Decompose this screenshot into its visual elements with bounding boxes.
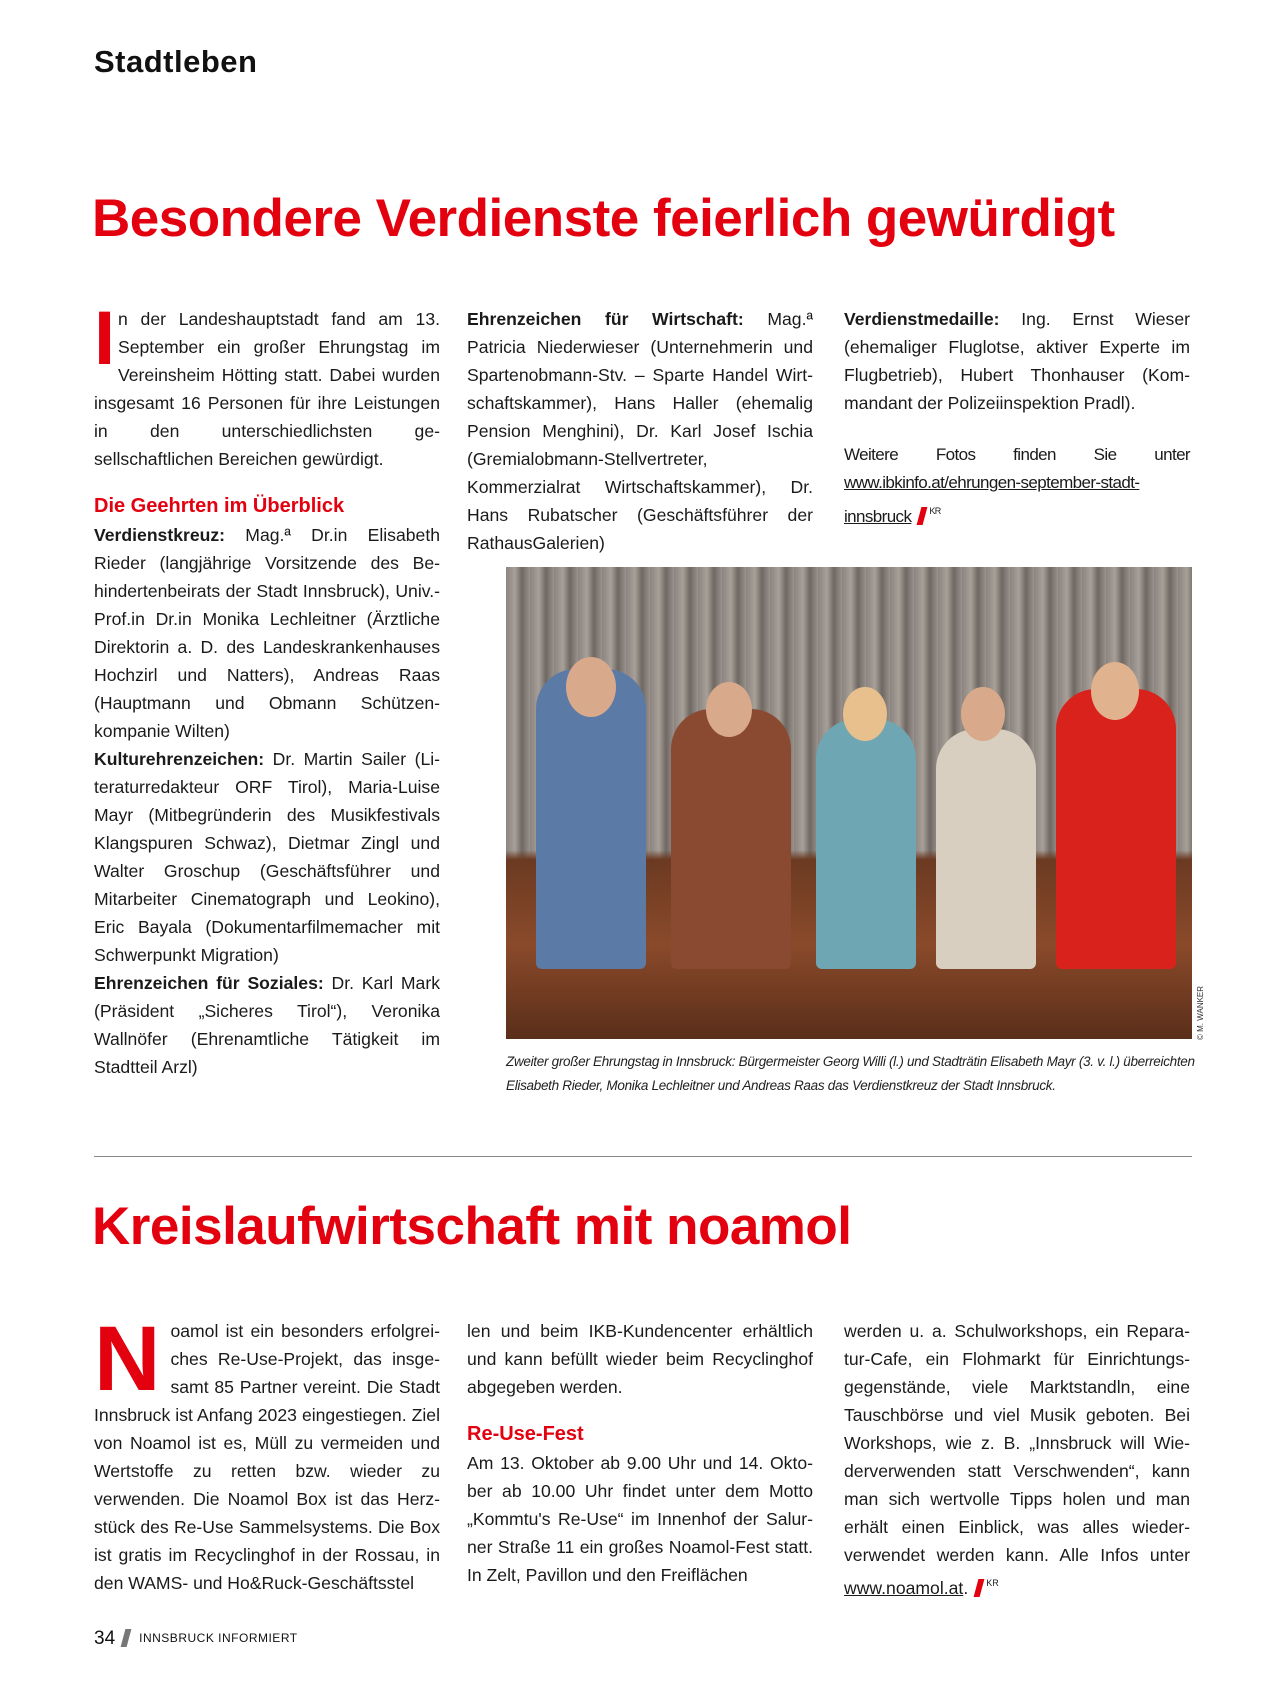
- person-figure: [936, 729, 1036, 969]
- award-entry: Kulturehrenzeichen: Dr. Martin Sailer (Literaturredakteur ORF Tirol), Maria-Luise Mayr (Mitbegründerin des Musikfestivals Klangspuren Schwaz), Dietmar Zingl und Walter Groschup (Geschäftsführer und Mitarbeiter Cinematograph und Leokino), Eric Bayala (Dokumentarfilmemacher mit Schwerpunkt Migration): [94, 749, 441, 965]
- drop-cap: N: [94, 1308, 161, 1410]
- author-initials: KR: [929, 506, 941, 516]
- article-headline: Kreislaufwirtschaft mit noamol: [92, 1197, 852, 1256]
- section-label: Stadtleben: [94, 44, 258, 79]
- article2-column-3: werden u. a. Schulworkshops, ein Reparatur-Cafe, ein Flohmarkt für Einrichtungsgegenstände, viele Marktstandln, eine Tauschbörse und viel Musik geboten. Bei Workshops, wie z. B. „Innsbruck will Wiederverwenden statt Verschwenden“, kann man sich wertvolle Tipps holen und man erhält einen Einblick, was alles wiederverwendet werden kann. Alle Infos unter www.noamol.at. $^{KR}$: [844, 1321, 1190, 1598]
- award-entry: Ehrenzeichen für Wirtschaft: Mag.ª Patricia Niederwieser (Unternehmerin und Spartenobmann-Stv. – Sparte Handel Wirtschaftskammer), Hans Haller (ehemalig Pension Menghini), Dr. Karl Josef Ischia (Gremialobmann-Stellvertreter, Kommerzialrat Wirtschaftskammer), Dr. Hans Rubatscher (Geschäftsführer der RathausGalerien): [467, 309, 813, 553]
- slash-mark-icon: [974, 1579, 985, 1597]
- author-initials: KR: [986, 1578, 999, 1588]
- noamol-link[interactable]: www.noamol.at: [844, 1578, 964, 1598]
- intro-text-continued: len und beim IKB-Kundencenter erhältlich und kann befüllt wieder beim Recyclinghof abgegeben werden.: [467, 1321, 813, 1397]
- person-figure: [816, 719, 916, 969]
- award-entry: Verdienstmedaille: Ing. Ernst Wieser (ehemaliger Fluglotse, aktiver Experte im Flugbetrieb), Hubert Thonhauser (Kommandant der Polizeiinspektion Pradl).: [844, 309, 1190, 413]
- subheading: Die Geehrten im Überblick: [94, 495, 345, 517]
- person-head: [961, 687, 1005, 741]
- slash-mark-icon: [917, 507, 928, 525]
- article1-column-2: [467, 305, 813, 557]
- section-divider: [94, 1156, 1192, 1157]
- person-figure: [1056, 689, 1176, 969]
- slash-mark-icon: [121, 1629, 132, 1647]
- more-photos-note: Weitere Fotos finden Sie unter www.ibkinfo.at/ehrungen-september-stadt-innsbruck $^{KR}$: [844, 445, 1190, 526]
- person-head: [566, 657, 616, 717]
- page-footer: [94, 1628, 298, 1650]
- body-text: Am 13. Oktober ab 9.00 Uhr und 14. Oktober ab 10.00 Uhr findet unter dem Motto „Kommtu's Re-Use“ im Innenhof der Salurner Straße 11 ein großes Noamol-Fest statt. In Zelt, Pavillon und den Freiflächen: [467, 1453, 813, 1585]
- page-number: 34: [94, 1628, 116, 1649]
- article2-column-1: [94, 1308, 440, 1607]
- article1-column-1: [94, 296, 441, 1081]
- intro-text: oamol ist ein besonders erfolgreiches Re-Use-Projekt, das insgesamt 85 Partner vereint. Die Stadt Innsbruck ist Anfang 2023 eingestiegen. Ziel von Noamol ist es, Müll zu vermeiden und Wertstoffe zu retten bzw. wieder zu verwenden. Die Noamol Box ist das Herzstück des Re-Use Sammelsystems. Die Box ist gratis im Recyclinghof in der Rossau, in den WAMS- und Ho&Ruck-Geschäftsstel: [94, 1321, 440, 1593]
- subheading: Re-Use-Fest: [467, 1423, 584, 1445]
- publication-name: INNSBRUCK INFORMIERT: [139, 1631, 298, 1645]
- article-headline: Besondere Verdienste feierlich gewürdigt: [92, 189, 1115, 248]
- article1-column-3: [844, 305, 1190, 531]
- person-figure: [671, 709, 791, 969]
- ceremony-photo: [506, 567, 1192, 1039]
- person-head: [1091, 662, 1139, 720]
- photo-credit: © M. WANKER: [1196, 985, 1205, 1040]
- award-entry: Verdienstkreuz: Mag.ª Dr.in Elisabeth Rieder (langjährige Vorsitzende des Behindertenbeirats der Stadt Innsbruck), Univ.-Prof.in Dr.in Monika Lechleitner (Ärztliche Direktorin a. D. des Landeskrankenhauses Hochzirl und Natters), Andreas Raas (Hauptmann und Obmann Schützenkompanie Wilten): [94, 525, 440, 741]
- drop-cap: I: [94, 296, 116, 381]
- photos-link[interactable]: www.ibkinfo.at/ehrungen-september-stadt-innsbruck: [844, 473, 1140, 526]
- photo-caption: Zweiter großer Ehrungstag in Innsbruck: Bürgermeister Georg Willi (l.) und Stadträtin Elisabeth Mayr (3. v. l.) überreichten Elisabeth Rieder, Monika Lechleitner und Andreas Raas das Verdienstkreuz der Stadt Innsbruck.: [506, 1054, 1195, 1093]
- intro-text: n der Landeshauptstadt fand am 13. September ein großer Ehrungstag im Vereinsheim Hötting statt. Dabei wurden insgesamt 16 Personen für ihre Leistungen in den unterschiedlichsten gesellschaftlichen Bereichen gewürdigt.: [94, 309, 440, 469]
- article2-column-2: [467, 1317, 813, 1589]
- person-head: [706, 682, 752, 737]
- person-head: [843, 687, 887, 741]
- body-text: werden u. a. Schulworkshops, ein Reparatur-Cafe, ein Flohmarkt für Einrichtungsgegenstände, viele Marktstandln, eine Tauschbörse und viel Musik geboten. Bei Workshops, wie z. B. „Innsbruck will Wiederverwenden statt Verschwenden“, kann man sich wertvolle Tipps holen und man erhält einen Einblick, was alles wiederverwendet werden kann. Alle Infos unter: [844, 1321, 1190, 1565]
- award-entry: Ehrenzeichen für Soziales: Dr. Karl Mark (Präsident „Sicheres Tirol“), Veronika Wallnöfer (Ehrenamtliche Tätigkeit im Stadtteil Arzl): [94, 973, 440, 1077]
